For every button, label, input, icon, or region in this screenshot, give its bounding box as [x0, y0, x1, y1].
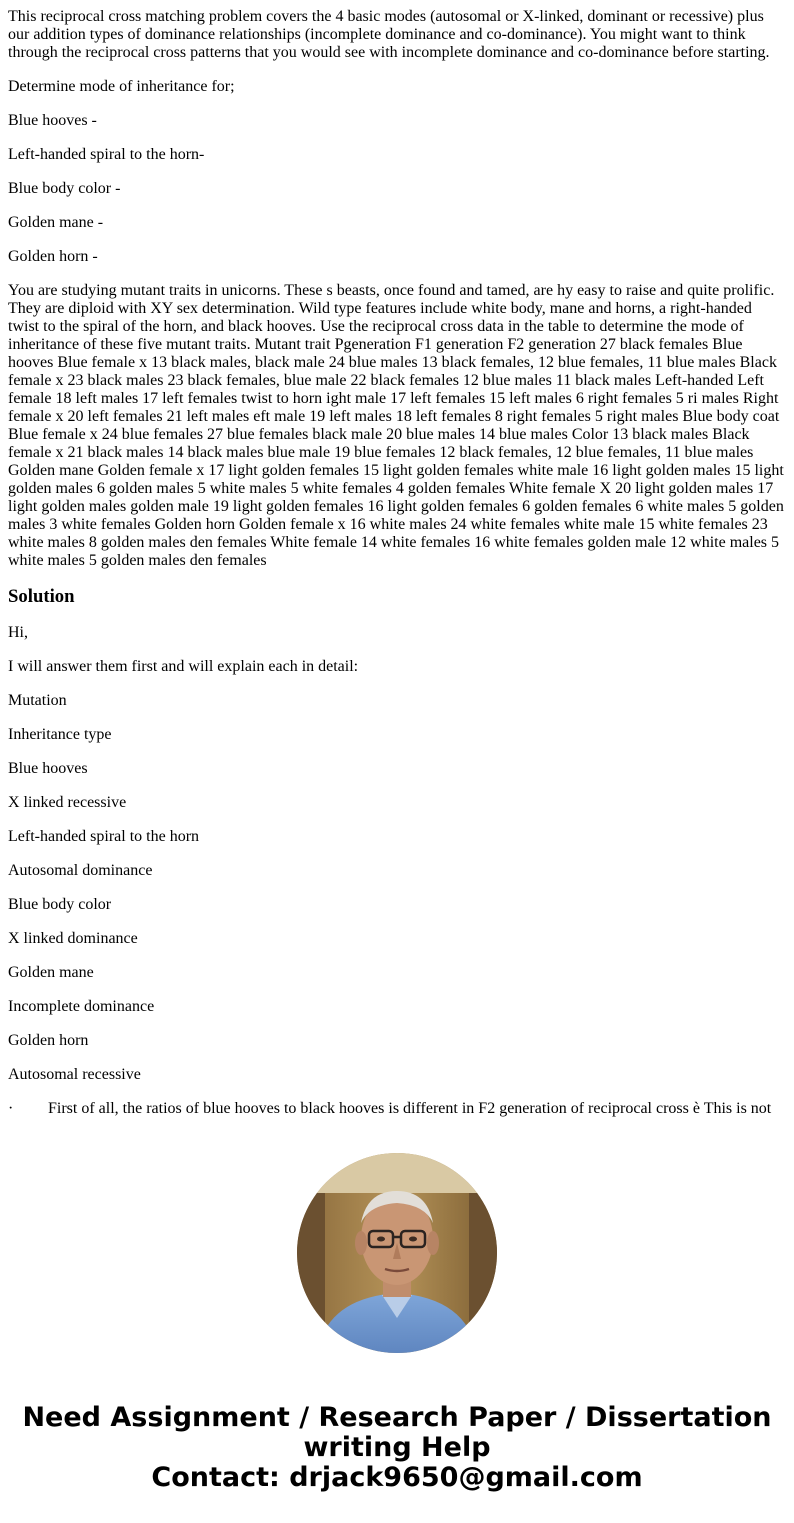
- document-content: [8, 8, 786, 1118]
- table-cell-type: X linked recessive: [8, 794, 127, 811]
- solution-lead: I will answer them first and will explain each in detail:: [8, 658, 359, 675]
- explanation-bullet: [8, 1100, 786, 1118]
- table-cell-mutation: Left-handed spiral to the horn: [8, 828, 200, 845]
- table-header-type: Inheritance type: [8, 726, 112, 743]
- table-cell-type: Autosomal recessive: [8, 1066, 141, 1083]
- table-cell-type: Incomplete dominance: [8, 998, 155, 1015]
- table-cell-type: Autosomal dominance: [8, 862, 153, 879]
- table-cell-type: X linked dominance: [8, 930, 138, 947]
- trait-item: Left-handed spiral to the horn-: [8, 146, 205, 163]
- table-cell-mutation: Golden horn: [8, 1032, 89, 1049]
- contact-banner: [0, 1403, 794, 1493]
- banner-line-1: Need Assignment / Research Paper / Dissertation: [22, 1402, 772, 1433]
- trait-item: Golden horn -: [8, 248, 98, 265]
- bullet-text: First of all, the ratios of blue hooves to black hooves is different in F2 generation of reciprocal cross è This is not: [48, 1100, 772, 1117]
- question-intro: This reciprocal cross matching problem covers the 4 basic modes (autosomal or X-linked, dominant or recessive) plus our addition types of dominance relationships (incomplete dominance and co-dominance). You might want to think through the reciprocal cross patterns that you would see with incomplete dominance and co-dominance before starting.: [8, 8, 770, 61]
- table-cell-mutation: Blue hooves: [8, 760, 88, 777]
- banner-line-3: Contact: drjack9650@gmail.com: [151, 1462, 643, 1493]
- solution-heading: Solution: [8, 586, 75, 607]
- table-header-mutation: Mutation: [8, 692, 67, 709]
- trait-item: Blue hooves -: [8, 112, 97, 129]
- table-cell-mutation: Golden mane: [8, 964, 94, 981]
- solution-greeting: Hi,: [8, 624, 28, 641]
- question-prompt: Determine mode of inheritance for;: [8, 78, 235, 95]
- author-photo: [297, 1153, 497, 1353]
- author-avatar: [297, 1153, 497, 1353]
- question-body: You are studying mutant traits in unicorns. These s beasts, once found and tamed, are hy easy to raise and quite prolific. They are diploid with XY sex determination. Wild type features include white body, mane and horns, a right-handed twist to the spiral of the horn, and black hooves. Use the reciprocal cross data in the table to determine the mode of inheritance of these five mutant traits. Mutant trait Pgeneration F1 generation F2 generation 27 black females Blue hooves Blue female x 13 black males, black male 24 blue males 13 black females, 12 blue females, 11 blue males Black female x 23 black males 23 black females, blue male 22 black females 12 blue males 11 black males Left-handed Left female 18 left males 17 left females twist to horn ight male 17 left females 15 left males 6 right females 5 ri males Right female x 20 left females 21 left males eft male 19 left males 18 left females 8 right females 5 right males Blue body coat Blue female x 24 blue females 27 blue females black male 20 blue males 14 blue males Color 13 black males Black female x 21 black males 14 black males blue male 19 blue females 12 black females, 12 blue females, 11 blue males Golden mane Golden female x 17 light golden females 15 light golden females white male 16 light golden males 15 light golden males 6 golden males 5 white males 5 white females 4 golden females White female X 20 light golden males 17 light golden males golden male 19 light golden females 16 light golden females 6 golden females 6 white males 5 golden males 3 white females Golden horn Golden female x 16 white males 24 white females white male 15 white females 23 white males 8 golden males den females White female 14 white females 16 white females golden male 12 white males 5 white males 5 golden males den females: [8, 282, 784, 569]
- trait-item: Blue body color -: [8, 180, 121, 197]
- banner-line-2: writing Help: [303, 1432, 491, 1463]
- table-cell-mutation: Blue body color: [8, 896, 112, 913]
- trait-item: Golden mane -: [8, 214, 104, 231]
- bullet-icon: ·: [8, 1100, 14, 1117]
